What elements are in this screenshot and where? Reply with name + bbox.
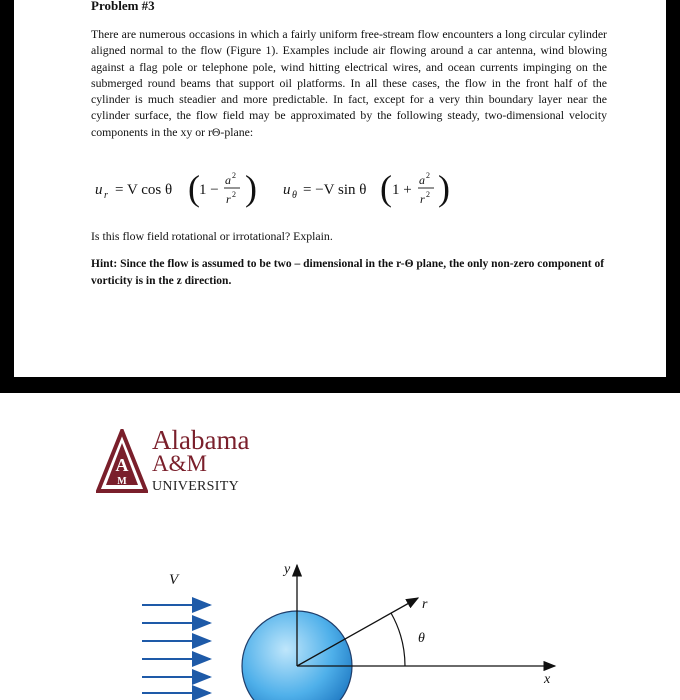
theta-label: θ: [418, 631, 425, 646]
x-axis-label: x: [544, 672, 551, 687]
eq-utheta-lhs: u: [283, 182, 291, 198]
eq-utheta-sub: θ: [292, 190, 297, 201]
theta-arc: [391, 613, 405, 666]
logo-text-university: UNIVERSITY: [152, 479, 239, 494]
eq-utheta-den: r: [420, 192, 425, 206]
eq-ur-num-sup: 2: [232, 171, 236, 180]
eq-ur-lhs: u: [95, 182, 103, 198]
freestream-arrows: [142, 605, 210, 693]
svg-text:(: (: [380, 168, 392, 208]
logo-text-alabama: Alabama: [152, 425, 250, 455]
freestream-v-label: V: [169, 572, 179, 588]
eq-ur-den: r: [226, 192, 231, 206]
svg-text:A: A: [115, 455, 129, 475]
eq-ur-one: 1 −: [199, 182, 219, 198]
eq-utheta-one: 1 +: [392, 182, 412, 198]
problem-title: Problem #3: [91, 0, 155, 13]
left-border: [0, 0, 14, 377]
velocity-equations: [95, 163, 615, 221]
svg-text:M: M: [117, 476, 127, 487]
eq-utheta-den-sup: 2: [426, 190, 430, 199]
hint-text: Hint: Since the flow is assumed to be two – dimensional in the r-Θ plane, the only non-zero component of vorticity is in the z direction.: [91, 258, 605, 287]
eq-ur-sub: r: [104, 190, 108, 201]
svg-text:): ): [438, 168, 450, 208]
eq-utheta-rhs: = −V sin θ: [303, 182, 367, 198]
r-label: r: [422, 597, 428, 612]
problem-body: There are numerous occasions in which a fairly uniform free-stream flow encounters a long circular cylinder aligned normal to the flow (Figure 1). Examples include air flowing around a car antenna, wind blowing against a flag pole or telephone pole, wind hitting electrical wires, and ocean currents impinging on the submerged round beams that support oil platforms. In all these cases, the flow in the front half of the cylinder is much steadier and more predictable. In fact, except for a very thin boundary layer near the cylinder surface, the flow field may be approximated by the following steady, two-dimensional velocity components in the xy or rΘ-plane:: [91, 27, 607, 139]
y-axis-label: y: [284, 562, 291, 577]
svg-text:): ): [245, 168, 257, 208]
eq-ur-num: a: [225, 173, 231, 187]
eq-utheta-num-sup: 2: [426, 171, 430, 180]
svg-text:(: (: [188, 168, 200, 208]
page-divider: [0, 377, 680, 393]
right-border: [666, 0, 680, 377]
eq-ur-rhs: = V cos θ: [115, 182, 173, 198]
eq-utheta-num: a: [419, 173, 425, 187]
question-text: Is this flow field rotational or irrotational? Explain.: [91, 229, 333, 243]
cylinder-flow-figure: [0, 393, 680, 700]
eq-ur-den-sup: 2: [232, 190, 236, 199]
logo-text-am: A&M: [152, 451, 207, 476]
